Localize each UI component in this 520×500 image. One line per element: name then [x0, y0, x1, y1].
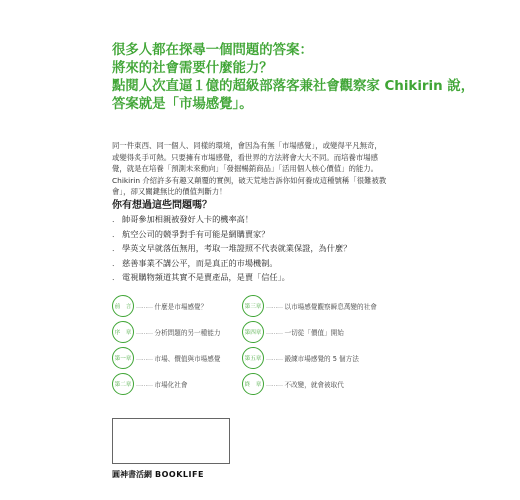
chapter-badge: 第三章 — [242, 295, 264, 317]
leader-dots: ……… — [136, 328, 153, 336]
question-text: 帥哥參加相親被發好人卡的機率高！ — [122, 214, 254, 224]
toc-item — [242, 374, 344, 394]
leader-dots: ……… — [136, 380, 153, 388]
list-item — [112, 270, 412, 285]
chapter-badge: 終 章 — [242, 373, 264, 395]
question-text: 航空公司的競爭對手有可能是網購賣家？ — [122, 228, 270, 239]
headline-line: 很多人都在探尋一個問題的答案： — [112, 43, 313, 58]
chapter-badge: 第四章 — [242, 321, 264, 343]
table-of-contents — [112, 296, 412, 396]
bullet: ． — [112, 214, 121, 224]
headline — [112, 42, 492, 114]
toc-item — [112, 296, 207, 316]
chapter-title: 鍛練市場感覺的 5 個方法 — [284, 355, 359, 363]
toc-item — [112, 374, 187, 394]
chapter-title: 市場、價值與市場感覺 — [154, 355, 221, 363]
toc-item — [242, 296, 377, 316]
chapter-badge: 第五章 — [242, 347, 264, 369]
chapter-badge: 第一章 — [112, 347, 134, 369]
leader-dots: ……… — [266, 302, 283, 310]
toc-item — [112, 348, 220, 368]
chapter-title: 以市場感覺觀察瞬息萬變的社會 — [284, 303, 377, 311]
chapter-title: 市場化社會 — [154, 381, 188, 389]
intro-line: 會」，卻又關鍵無比的價值判斷力！ — [112, 187, 227, 196]
chapter-title: 分析問題的另一種能力 — [154, 329, 221, 337]
publisher-logo — [112, 469, 204, 480]
headline-line: 答案就是「市場感覺」。 — [112, 97, 253, 112]
leader-dots: ……… — [136, 354, 153, 362]
bullet: ． — [112, 272, 121, 283]
headline-line: 點閱人次直逼１億的超級部落客兼社會觀察家 Chikirin 說， — [112, 79, 475, 94]
bullet: ． — [112, 228, 121, 239]
question-text: 學英文早就落伍無用，考取一堆證照不代表就業保證，為什麼？ — [122, 243, 352, 254]
intro-line: Chikirin 介紹許多有趣又顛覆的實例，破天荒地告訴你如何養成這種號稱「很難被教 — [112, 175, 387, 185]
chapter-badge: 第二章 — [112, 373, 134, 395]
toc-item — [242, 348, 359, 368]
leader-dots: ……… — [266, 354, 283, 362]
toc-item — [242, 322, 344, 342]
barcode-placeholder-box — [112, 418, 230, 464]
list-item — [112, 227, 412, 242]
chapter-title: 不改變，就會被取代 — [284, 381, 344, 389]
chapter-badge: 前 言 — [112, 295, 134, 317]
leader-dots: ……… — [136, 302, 153, 310]
chapter-title: 一切從「價值」開始 — [284, 329, 344, 337]
bullet: ． — [112, 243, 121, 254]
headline-line: 將來的社會需要什麼能力？ — [112, 61, 273, 76]
chapter-badge: 序 章 — [112, 321, 134, 343]
publisher-brand: BOOKLIFE — [155, 470, 204, 479]
list-item — [112, 212, 412, 227]
list-item — [112, 241, 412, 256]
questions-list — [112, 212, 412, 285]
question-text: 慈善事業不講公平，而是真正的市場機制。 — [122, 257, 278, 268]
question-text: 電視購物頻道其實不是賣產品，是賣「信任」。 — [122, 272, 290, 283]
chapter-title: 什麼是市場感覺？ — [154, 303, 208, 311]
intro-line: 同一件東西、同一個人、同樣的環境，會因為有無「市場感覺」，或變得平凡無奇， — [112, 141, 382, 150]
publisher-name: 圓神書活網 — [112, 470, 152, 479]
intro-line: 覺，就是在培養「預測未來動向」「發掘暢銷商品」「活用個人核心價值」的能力。 — [112, 164, 379, 173]
leader-dots: ……… — [266, 380, 283, 388]
questions-title: 你有想過這些問題嗎？ — [112, 200, 212, 211]
toc-item — [112, 322, 220, 342]
intro-line: 或變得炙手可熱。只要擁有市場感覺，看世界的方法將會大大不同。而培養市場感 — [112, 152, 379, 162]
intro-paragraph — [112, 140, 412, 198]
leader-dots: ……… — [266, 328, 283, 336]
bullet: ． — [112, 257, 121, 268]
list-item — [112, 256, 412, 271]
